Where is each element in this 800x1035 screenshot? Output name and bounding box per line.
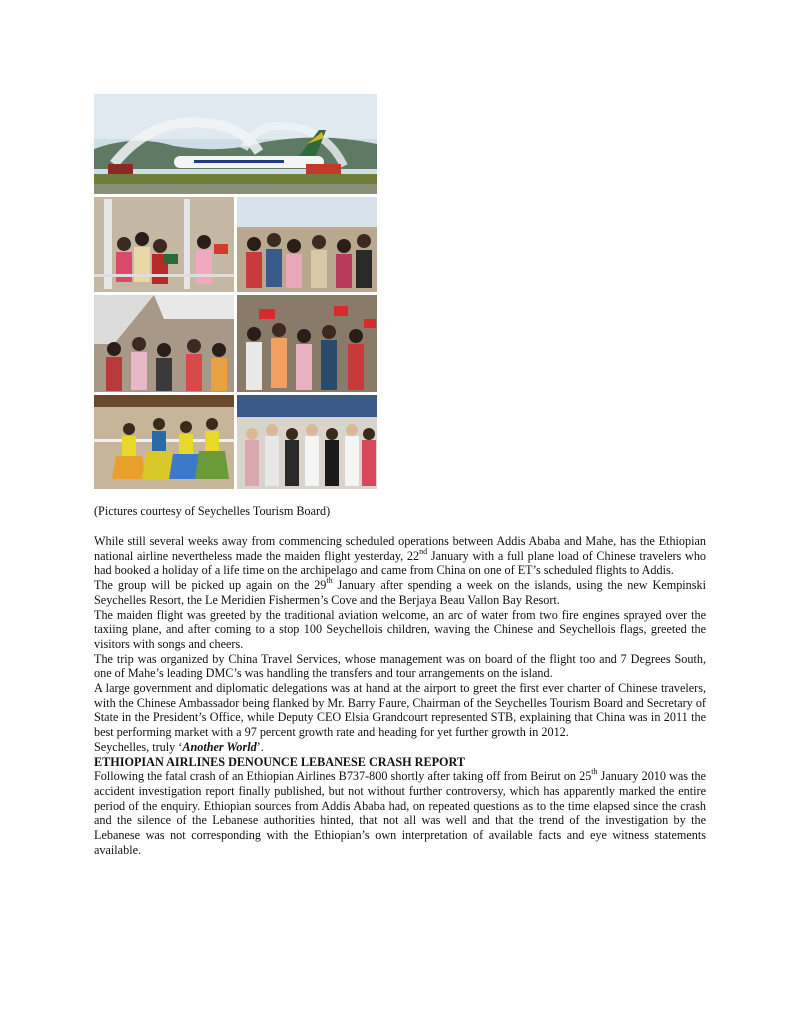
article-paragraph: While still several weeks away from commencing scheduled operations between Addis Ababa and Mahe, has the Ethiopian national airline nevertheless made the maiden flight yesterday, 22nd January with a full plane load of Chinese travelers who had booked a holiday of a life time on the archipelago and came from China on one of ET’s scheduled flights to Addis. — [94, 534, 707, 578]
passengers-with-flags-photo — [237, 295, 377, 392]
article-paragraph: Following the fatal crash of an Ethiopian Airlines B737-800 shortly after taking off from Beirut on 25th January 2010 was the accident investigation report finally published, but not without further controversy, which has apparently marked the entire period of the enquiry. Ethiopian sources from Addis Ababa had, on repeated questions as to the time elapsed since the crash and the silence of the Lebanese authorities hinted, that not all was well and that the trend of the investigation by the Lebanese was not corresponding with the Ethiopian’s own interpretation of available facts and eye witness statements available. — [94, 767, 706, 857]
article-body — [94, 534, 706, 857]
plane-water-salute-photo — [94, 94, 377, 194]
article-paragraph: The group will be picked up again on the 29th January after spending a week on the islands, using the new Kempinski Seychelles Resort, the Le Meridien Fishermen’s Cove and the Berjaya Beau Vallon Bay Resort. — [94, 576, 706, 607]
photo-collage — [94, 94, 377, 489]
passengers-disembarking-photo — [94, 295, 234, 392]
section-heading: ETHIOPIAN AIRLINES DENOUNCE LEBANESE CRASH REPORT — [94, 754, 466, 769]
welcome-crowd-photo-right — [237, 197, 377, 292]
article-paragraph: A large government and diplomatic delegations was at hand at the airport to greet the first ever charter of Chinese travelers, with the Chinese Ambassador being flanked by Mr. Barry Faure, Chairman of the Seychelles Tourism Board and Secretary of State in the President’s Office, while Deputy CEO Elsia Grandcourt represented STB, explaining that China was in 2011 the best performing market with a 97 percent growth rate and heading for yet further growth in 2012. — [94, 681, 706, 740]
traditional-dancers-photo — [94, 395, 234, 489]
welcome-crowd-photo-left — [94, 197, 234, 292]
article-paragraph: The trip was organized by China Travel Services, whose management was on board of the flight too and 7 Degrees South, one of Mahe’s leading DMC’s was handling the transfers and tour arrangements on the island. — [94, 651, 706, 681]
article-paragraph: The maiden flight was greeted by the traditional aviation welcome, an arc of water from two fire engines sprayed over the taxiing plane, and after coming to a stop 100 Seychellois children, waving the Chinese and Seychellois flags, greeted the visitors with songs and cheers. — [94, 607, 706, 651]
official-delegation-photo — [237, 395, 377, 489]
photo-caption: (Pictures courtesy of Seychelles Tourism Board) — [94, 504, 331, 518]
article-closing-line: Seychelles, truly ‘Another World’. — [94, 739, 264, 754]
